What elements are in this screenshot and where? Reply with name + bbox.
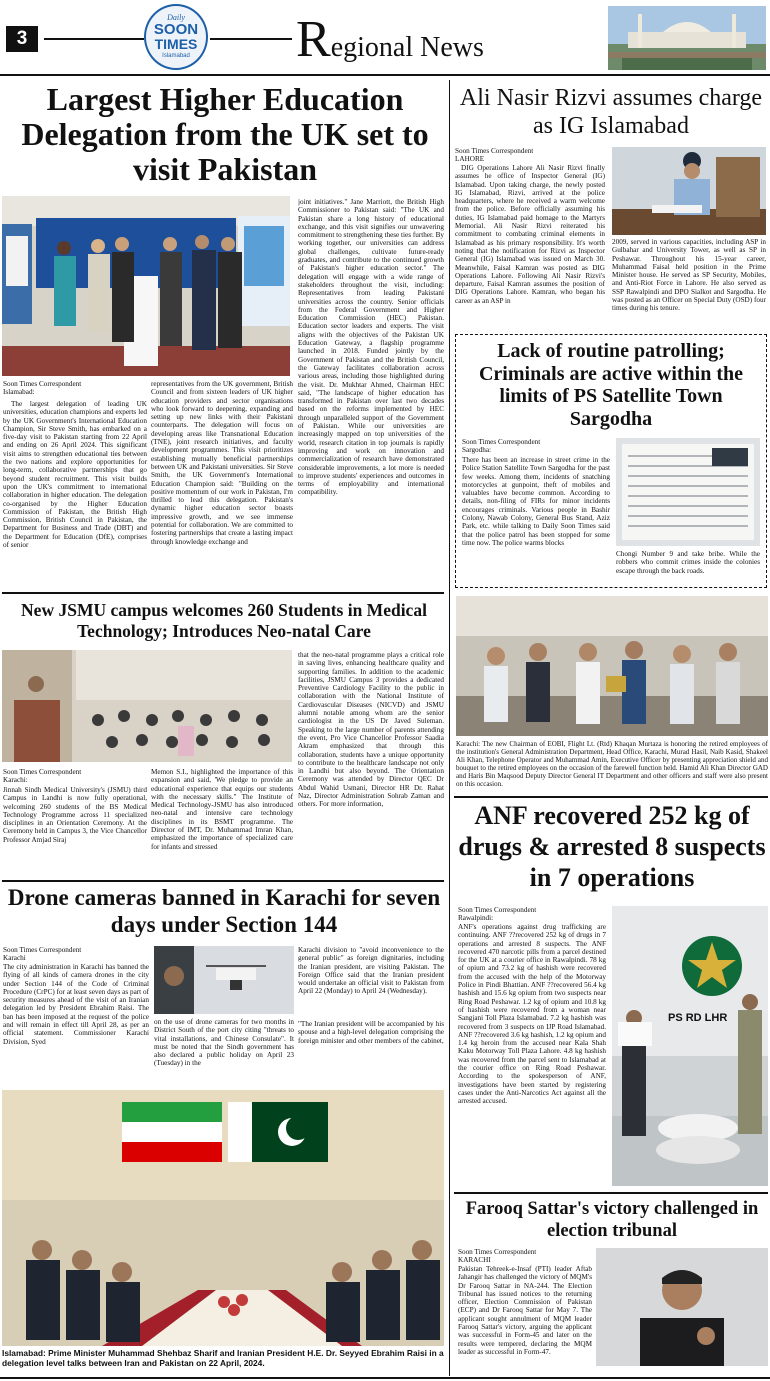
page-number-box <box>6 26 38 52</box>
eobi-caption: Karachi: The new Chairman of EOBI, Flight Lt. (Rtd) Khaqan Murtaza is honoring the retired employees of the institution's General Administration Department, Head Office, Karachi, Murad Hasil, Naib Kasid, Shakeel Ali Khan, Telephone Operator and Muhammad Amin, Executive Officer by presenting appreciation shield and bouquet to the retired employees on the occasion of the farewell function held. Hamid Ali Khan Director GAD and Haris Bin Maqsood Deputy Director General IT Department and other officers and staff were also present on this occasion. <box>456 740 768 788</box>
section-title <box>296 10 526 70</box>
jsmu-bottom-rule <box>2 880 444 882</box>
drone-dateline: Karachi <box>3 954 26 963</box>
uk-delegation-photo <box>2 196 290 376</box>
logo-top-text: Daily <box>167 13 185 22</box>
drone-byline <box>3 946 149 963</box>
uk-bottom-rule <box>2 592 444 594</box>
uk-byline-name: Soon Times Correspondent <box>3 380 82 388</box>
landmark-illustration <box>608 6 766 70</box>
sargodha-fir-document-photo <box>616 438 760 546</box>
jsmu-byline <box>3 768 147 785</box>
farooq-portrait-illustration <box>596 1248 768 1366</box>
drone-article-col3b: "The Iranian president will be accompanied by his spouse and a high-level delegation comprising the foreign minister and other members of the cabinet, <box>298 1020 444 1045</box>
anf-byline <box>458 906 606 923</box>
logo-main-text-1: SOON <box>153 21 199 38</box>
sargodha-dateline: Sargodha: <box>462 446 492 455</box>
sargodha-headline: Lack of routine patrolling; Criminals are active within the limits of PS Satellite Town Sargodha <box>478 340 744 430</box>
masthead <box>0 0 770 76</box>
ig-headline: Ali Nasir Rizvi assumes charge as IG Islamabad <box>459 85 763 139</box>
anf-seizure-illustration <box>612 906 768 1186</box>
section-title-initial: R <box>296 11 331 68</box>
masthead-rule-right <box>210 38 292 40</box>
ig-article-col1: DIG Operations Lahore Ali Nasir Rizvi finally assumes he office of Inspector General (IG) Islamabad. Upon taking charge, the newly posted IG Islamabad, Rizvi, arrived at the police headquarters, where he received a warm welcome from the police. Before officially assuming his duties, IG Islamabad paid homage to the Martyrs Memorial. Ali Nasir Rizvi reiterated his commitment to combating criminal elements in Islamabad as his primary responsibility. It's worth noting that the notification for Rizvi as Inspector General (IG) Islamabad was issued on March 30. Meanwhile, Faisal Kamran was posted as DIG Operations Lahore. Following Ali Nasir Rizvi's departure, Faisal Kamran assumes the position of DIG Operations Lahore. Kamran, who began his career as an ASP in <box>455 164 605 305</box>
ig-photo <box>612 147 766 235</box>
jsmu-article-col2: Memon S.I., highlighted the importance of this expansion and said, 'We pledge to provide an educational experience that equips our students with the necessary skills." The Institute of Medical Technology-JSMU has also introduced neo-natal and intensive care technology disciplines in its BSMT programme. The Director of IMT, Dr. Muhammad Imran Khan, emphasized the importance of specialized care for infants and stressed <box>151 768 293 851</box>
uk-article-col3: joint initiatives." Jane Marriott, the British High Commissioner to Pakistan said: "The UK and Pakistan share a long history of educational exchange, and this visit signifies our unwavering commitment to strengthening these ties further. By working together, our universities can address global challenges, cultivate future-ready graduates, and contribute to the continued growth of Pakistan's higher education sector." The delegation will engage with a wide range of stakeholders throughout the visit, including: Representatives from leading Pakistani universities across the country. Senior officials from the Federal Government and Higher Education Commission (HEC) Pakistan. Education sector leaders and experts. The visit aligns with the objectives of the Pakistan UK Education Gateway, a flagship programme launched in 2018. Funded jointly by the Government of Pakistan and the British Council, the Gateway facilitates collaboration across various areas, including those highlighted during the visit. Dr. Mukhtar Ahmed, Chairman HEC said, "The landscape of higher education has transformed in Pakistan over last two decades based on the reforms implemented by HEC through unparalleled support of the Government of Pakistan. While our universities are increasingly mapped on top universities of the world, research citation in top journals is rapidly improving and work on innovation and commercialization of research have demonstrated considerable improvements, a lot more is needed to improve students' experiences and outcomes in terms of employability and international compatibility. <box>298 198 444 497</box>
uk-dateline: Islamabad: <box>3 388 35 397</box>
anf-sign-text: PS RD LHR <box>668 1012 728 1024</box>
drone-article-col3a: Karachi division to "avoid inconvenience to the general public" as foreign dignitaries, including the Iranian president, are visiting Pakistan. The Foreign Office said that the Iranian president would undertake an official visit to Pakistan from April 22 (Monday) to April 24 (Wednesday). <box>298 946 444 996</box>
eobi-bottom-rule <box>454 796 768 798</box>
jsmu-article-col1: Jinnah Sindh Medical University's (JSMU) third Campus in Landhi is now fully operational, welcoming 260 students of the BS Medical Technology Programme across 11 specialized disciplines in an Orientation Ceremony. At the Ceremony held in Campus 3, the Vice Chancellor Professor Amjad Siraj <box>3 786 147 844</box>
masthead-landmark-photo <box>608 6 766 70</box>
masthead-bottom-rule <box>0 74 770 76</box>
soon-times-logo <box>144 4 208 70</box>
section-title-rest: egional News <box>330 32 484 63</box>
talks-photo <box>2 1090 444 1346</box>
farooq-byline <box>458 1248 592 1265</box>
sargodha-article-col2: Chongi Number 9 and take bribe. While the robbers who commit crimes inside the colonies escape through the back roads. <box>616 550 760 575</box>
farooq-article-col1: Pakistan Tehreek-e-Insaf (PTI) leader Aftab Jahangir has challenged the victory of MQM's Dr Farooq Sattar in NA-244. The Election Tribunal has issued notices to the returning officer, Election Commission of Pakistan (ECP) and Dr Farooq Sattar for May 7. The applicant sought annulment of MQM leader Farooq Sattar's victory, arguing the applicant was successful in Form-45 and later on the results were tempered, declaring the MQM leader as successful in Form-47. <box>458 1265 592 1356</box>
anf-headline: ANF recovered 252 kg of drugs & arrested 8 suspects in 7 operations <box>458 801 766 892</box>
anf-byline-name: Soon Times Correspondent <box>458 906 537 914</box>
drone-article-col2: on the use of drone cameras for two months in District South of the port city citing "threats to vital installations, and Chinese Consulate". It must be noted that the Sindh government has also declared a public holiday on April 23 (Tuesday) in the <box>154 1018 294 1068</box>
eobi-photo <box>456 596 768 736</box>
drone-article-col1: The city administration in Karachi has banned the flying of all kinds of camera drones in the city under Section 144 of the Code of Criminal Procedure (CrPC) for at least seven days as part of security measures ahead of the visit of an Iranian delegation led by President Ebrahim Raisi. The ban has been imposed at the request of the police and will remain in effect till April 28, as per an official statement. Commissioner Karachi Division, Syed <box>3 963 149 1046</box>
drone-photo <box>154 946 294 1014</box>
uk-byline <box>3 380 147 397</box>
anf-photo <box>612 906 768 1186</box>
page-number: 3 <box>16 28 28 49</box>
uk-article-col2: representatives from the UK government, British Council and from sixteen leaders of UK higher education providers and sector organisations who look forward to deepening, expanding and setting up new links with their Pakistani counterparts. The delegation will focus on developing areas like Transnational Education (TNE), joint research initiatives, and faculty development programmes. This visit prioritizes establishing mutually beneficial partnerships between UK and Pakistani universities. Sir Steve Smith, the UK Government's International Education Champion said: "Building on the positive momentum of our work in Pakistan, I'm thrilled to lead this delegation. Pakistan's dynamic higher education sector boasts impressive growth, and we see immense potential for collaboration. We are committed to fostering partnerships that create a lasting impact through knowledge exchange and <box>151 380 293 546</box>
logo-bottom-text: Islamabad <box>162 53 190 59</box>
uk-delegation-headline: Largest Higher Education Delegation from the UK set to visit Pakistan <box>21 81 429 187</box>
jsmu-dateline: Karachi: <box>3 776 28 785</box>
sargodha-byline <box>462 438 610 455</box>
page-bottom-rule <box>0 1377 770 1379</box>
farooq-dateline: KARACHI <box>458 1256 491 1265</box>
ig-byline <box>455 147 605 164</box>
vertical-column-rule <box>449 80 450 1376</box>
masthead-rule-left <box>44 38 144 40</box>
anf-bottom-rule <box>454 1192 768 1194</box>
jsmu-photo <box>2 650 292 762</box>
delegation-talks-illustration <box>2 1090 444 1346</box>
drone-byline-name: Soon Times Correspondent <box>3 946 82 954</box>
drone-headline: Drone cameras banned in Karachi for seven days under Section 144 <box>7 885 441 937</box>
logo-main-text-2: TIMES <box>154 36 198 52</box>
jsmu-article-col3: that the neo-natal programme plays a critical role in saving lives, enhancing healthcare quality and supporting families. In addition to the academic facilities, JSMU Campus 3 provides a dedicated Preventive Cardiology Facility to the public in collaboration with the National Institute of Cardiovascular Diseases (NICVD) and JSMU alumni notable among whom are the senior cardiologist in the US Dr Javed Suleman. Speaking to the large number of parents attending the event, Pro Vice Chancellor Professor Saadia Akram emphasized that through this collaboration, students have a unique opportunity to contribute to the healthcare landscape not only in Landhi but also beyond. The Orientation Ceremony was attended by Director QEC Dr Abdul Wahid Usmani, Director HR Dr. Rahat Naz, Director Administration Sohrab Zaman and others. For more information, <box>298 651 444 809</box>
sargodha-byline-name: Soon Times Correspondent <box>462 438 541 446</box>
sargodha-article-col1: There has been an increase in street crime in the Police Station Satellite Town Sargodha for the past few weeks. Among them, incidents of snatching motorcycles at gunpoint, theft of mobiles and valuables have become common. According to details, non-filing of FIRs for minor incidents encourages criminals. Various people in Bashir Colony, Nawab Colony, General Bus Stand, Aziz Park, etc. while talking to Daily Soon Times said that the police patrol has been stopped for some time now. The police warms blocks <box>462 456 610 547</box>
farooq-photo <box>596 1248 768 1366</box>
jsmu-byline-name: Soon Times Correspondent <box>3 768 82 776</box>
ig-byline-name: Soon Times Correspondent <box>455 147 534 155</box>
anf-dateline: Rawalpindi: <box>458 914 494 923</box>
ig-dateline: LAHORE <box>455 155 485 164</box>
eobi-farewell-illustration <box>456 596 768 736</box>
fir-document-illustration <box>616 438 760 546</box>
jsmu-headline: New JSMU campus welcomes 260 Students in Medical Technology; Introduces Neo-natal Care <box>21 600 427 641</box>
ig-signing-illustration <box>612 147 766 235</box>
talks-caption: Islamabad: Prime Minister Muhammad Shehbaz Sharif and Iranian President H.E. Dr. Seyyed Ebrahim Raisi in a delegation level talks between Iran and Pakistan on 22 April, 2024. <box>2 1348 444 1368</box>
farooq-headline: Farooq Sattar's victory challenged in election tribunal <box>465 1199 759 1241</box>
delegation-ceremony-illustration <box>2 196 290 376</box>
drone-illustration <box>154 946 294 1014</box>
farooq-byline-name: Soon Times Correspondent <box>458 1248 537 1256</box>
ig-article-col2: 2009, served in various capacities, including ASP in Gulbahar and University Tower, as well as SP in Peshawar. Throughout his 15-year career, Muhammad Faisal held position in the Prime Minister house. He served as SP Security, Mobiles, and Anti-Riot Force in Lahore. He also served as SSP Rawalpindi and DPO Sialkot and Sargodha. He was posted as an Officer on Special Duty (OSD) four times during his tenure. <box>612 238 766 313</box>
jsmu-ceremony-illustration <box>2 650 292 762</box>
anf-article-col1: ANF's operations against drug trafficking are continuing. ANF ??recovered 252 kg of drugs in 7 operations and arrested 8 suspects. The ANF recovered 470 narcotic pills from a parcel destined for the UK at a courier office in Rawalpindi. 78 kg of opium and 73.2 kg of hashish were recovered from the accused with the help of the Motorway Police in Pindi Bhattian. ANF ??recovered 56.4 kg hashish and 15.6 kg opium from two suspects near Ring Road Peshawar. 1.2 kg of opium and 10.8 kg of hashish were recovered from a woman near Sangjani Toll Plaza Islamabad. 7.2 kg hashish was recovered from 3 suspects on IJP Road Islamabad. ANF ??recovered 3.6 kg hashish, 1.2 kg opium and 1.4 kg heroin from the accused near Kala Shah Kaku Motorway Toll Plaza Lahore. 4.8 kg hashish was recovered from the parcel sent to Islamabad at the courier office on Ring Road Peshawar. According to the spokesperson of ANF, investigations have been started by registering cases under the Anti-Narcotics Act against all the arrested accused. <box>458 923 606 1106</box>
uk-article-col1: The largest delegation of leading UK universities, education champions and experts led by the UK Government's International Education Champion, Sir Steve Smith, has embarked on a five-day visit to Pakistan starting from 22 April and ending on 26 April 2024. This significant visit aims to strengthen educational ties between the two nations and explore opportunities for long-term, collaborative partnerships that go beyond student recruitment. This visit builds upon the UK's commitment to international collaboration in higher education. The delegation co-organised by the Higher Education Commission of Pakistan, the British High Commission, British Council in Pakistan, the Department for Business and Trade (DBT) and the Department for Education (DfE), comprises of senior <box>3 400 147 550</box>
